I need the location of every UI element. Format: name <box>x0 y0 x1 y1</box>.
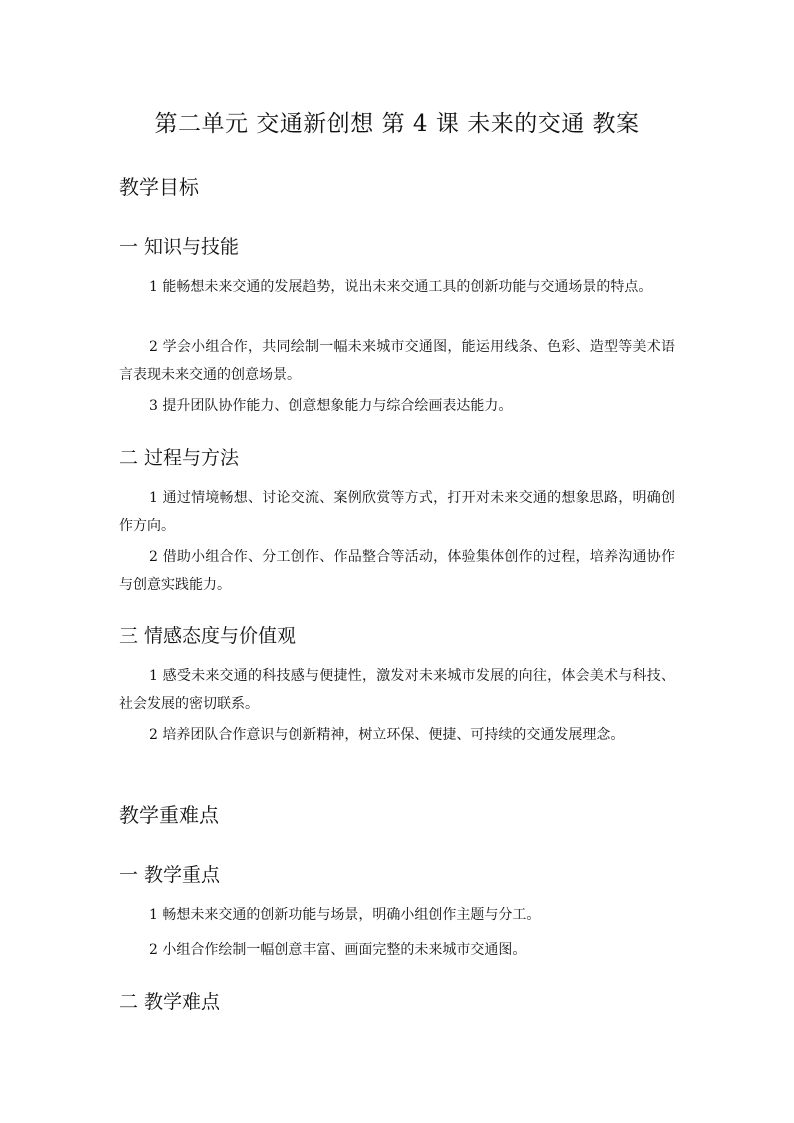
paragraph: 1 通过情境畅想、讨论交流、案例欣赏等方式，打开对未来交通的想象思路，明确创作方向。 <box>119 490 675 534</box>
subheading-key-points: 一 教学重点 <box>119 864 221 886</box>
paragraph: 2 借助小组合作、分工创作、作品整合等活动，体验集体创作的过程，培养沟通协作与创意实践能力。 <box>119 549 675 593</box>
section-heading-keypoints: 教学重难点 <box>119 803 219 827</box>
subheading-difficult-points: 二 教学难点 <box>119 991 221 1013</box>
paragraph: 3 提升团队协作能力、创意想象能力与综合绘画表达能力。 <box>149 398 513 414</box>
paragraph: 1 畅想未来交通的创新功能与场景，明确小组创作主题与分工。 <box>149 907 541 923</box>
paragraph: 2 小组合作绘制一幅创意丰富、画面完整的未来城市交通图。 <box>149 942 527 958</box>
subheading-emotion-values: 三 情感态度与价值观 <box>119 625 297 647</box>
paragraph: 2 学会小组合作，共同绘制一幅未来城市交通图，能运用线条、色彩、造型等美术语言表现未来交通的创意场景。 <box>119 339 675 383</box>
section-heading-objectives: 教学目标 <box>119 175 199 199</box>
subheading-process-methods: 二 过程与方法 <box>119 447 240 469</box>
paragraph: 2 培养团队合作意识与创新精神，树立环保、便捷、可持续的交通发展理念。 <box>149 727 625 743</box>
paragraph: 1 感受未来交通的科技感与便捷性，激发对未来城市发展的向往，体会美术与科技、社会发展的密切联系。 <box>119 668 675 712</box>
paragraph: 1 能畅想未来交通的发展趋势，说出未来交通工具的创新功能与交通场景的特点。 <box>149 279 653 295</box>
subheading-knowledge-skills: 一 知识与技能 <box>119 236 240 258</box>
document-title: 第二单元 交通新创想 第 4 课 未来的交通 教案 <box>154 111 640 137</box>
